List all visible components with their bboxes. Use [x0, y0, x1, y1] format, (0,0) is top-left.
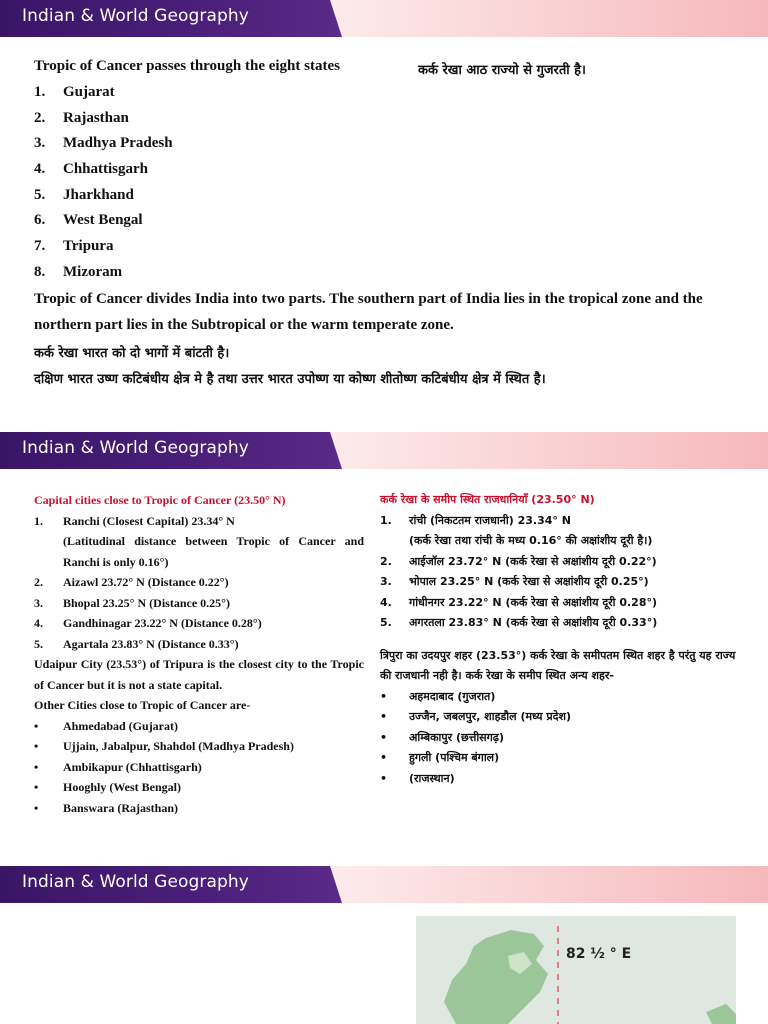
capital-item: 2. Aizawl 23.72° N (Distance 0.22°) — [34, 575, 229, 589]
other-cities-heading: Other Cities close to Tropic of Cancer are- — [34, 698, 251, 712]
other-city-item: • Hooghly (West Bengal) — [34, 780, 182, 794]
section-banner-1 — [0, 0, 768, 37]
india-map-outline — [416, 916, 736, 1024]
capital-item-hindi: 3. भोपाल 23.25° N (कर्क रेखा से अक्षांशीय दूरी 0.25°) — [380, 575, 649, 588]
state-item: 6. West Bengal — [34, 212, 143, 228]
capitals-hindi-column — [380, 490, 740, 789]
intro-hindi: कर्क रेखा आठ राज्यो से गुजरती है। — [418, 63, 586, 78]
udaipur-note-hindi: त्रिपुरा का उदयपुर शहर (23.53°) कर्क रेखा के समीपतम स्थित शहर है परंतु यह राज्य की राजधानी नही है। कर्क रेखा के समीप स्थित अन्य शहर- — [380, 648, 736, 682]
capital-item-note: (Latitudinal distance between Tropic of Cancer and Ranchi is only 0.16°) — [63, 534, 364, 569]
divides-hindi-line-1: कर्क रेखा भारत को दो भागों में बांटती है। — [34, 346, 230, 361]
other-city-item: • Ambikapur (Chhattisgarh) — [34, 759, 202, 774]
divides-hindi-line-2: दक्षिण भारत उष्ण कटिबंधीय क्षेत्र मे है तथा उत्तर भारत उपोष्ण या कोष्ण शीतोष्ण कटिबंधीय क्षेत्र में स्थित है। — [34, 372, 546, 387]
banner-title: Indian & World Geography — [22, 872, 249, 892]
state-item: 2. Rajasthan — [34, 110, 129, 126]
capital-item: 5. Agartala 23.83° N (Distance 0.33°) — [34, 636, 239, 651]
capital-item-hindi: 4. गांधीनगर 23.22° N (कर्क रेखा से अक्षांशीय दूरी 0.28°) — [380, 595, 657, 609]
banner-title: Indian & World Geography — [22, 438, 249, 458]
intro-english: Tropic of Cancer passes through the eight states — [34, 58, 340, 74]
capitals-english-column — [34, 490, 364, 818]
other-city-item-hindi: • अहमदाबाद (गुजरात) — [380, 689, 496, 703]
section-banner-2 — [0, 432, 768, 469]
udaipur-note: Udaipur City (23.53°) of Tripura is the closest city to the Tropic of Cancer but it is not a state capital. — [34, 657, 364, 692]
other-city-item-hindi: • अम्बिकापुर (छत्तीसगढ़) — [380, 730, 505, 744]
other-city-item: • Ujjain, Jabalpur, Shahdol (Madhya Pradesh) — [34, 739, 294, 753]
state-item: 1. Gujarat — [34, 84, 115, 100]
other-city-item-hindi: • (राजस्थान) — [380, 771, 455, 785]
capital-item-note-hindi: (कर्क रेखा तथा रांची के मध्य 0.16° की अक्षांशीय दूरी है।) — [409, 534, 653, 547]
capital-item-hindi: 1. रांची (निकटतम राजधानी) 23.34° N — [380, 513, 571, 527]
divides-paragraph: Tropic of Cancer divides India into two parts. The southern part of India lies in the tropical zone and the northern part lies in the Subtropical or the warm temperate zone. — [34, 291, 703, 333]
other-city-item: • Ahmedabad (Gujarat) — [34, 718, 179, 733]
other-city-item-hindi: • उज्जैन, जबलपुर, शाहडौल (मध्य प्रदेश) — [380, 710, 572, 723]
capital-item: 4. Gandhinagar 23.22° N (Distance 0.28°) — [34, 616, 262, 630]
state-item: 4. Chhattisgarh — [34, 161, 149, 177]
state-item: 8. Mizoram — [34, 264, 123, 280]
capitals-heading-hindi: कर्क रेखा के समीप स्थित राजधानियाँ (23.50° N) — [380, 493, 595, 506]
capital-item-hindi: 2. आईजॉल 23.72° N (कर्क रेखा से अक्षांशीय दूरी 0.22°) — [380, 554, 657, 568]
state-item: 3. Madhya Pradesh — [34, 135, 173, 151]
longitude-label: 82 ½ ° E — [566, 946, 632, 962]
state-item: 5. Jharkhand — [34, 187, 134, 203]
banner-title: Indian & World Geography — [22, 6, 249, 26]
spacer — [380, 634, 740, 646]
capital-item-hindi: 5. अगरतला 23.83° N (कर्क रेखा से अक्षांशीय दूरी 0.33°) — [380, 616, 658, 629]
capital-item: 1. Ranchi (Closest Capital) 23.34° N — [34, 513, 235, 528]
capital-item: 3. Bhopal 23.25° N (Distance 0.25°) — [34, 595, 230, 610]
india-map-image — [416, 916, 736, 1024]
section-banner-3 — [0, 866, 768, 903]
other-city-item-hindi: • हुगली (पश्चिम बंगाल) — [380, 751, 500, 764]
state-item: 7. Tripura — [34, 238, 114, 254]
other-city-item: • Banswara (Rajasthan) — [34, 800, 179, 815]
capitals-heading: Capital cities close to Tropic of Cancer (23.50° N) — [34, 493, 286, 507]
